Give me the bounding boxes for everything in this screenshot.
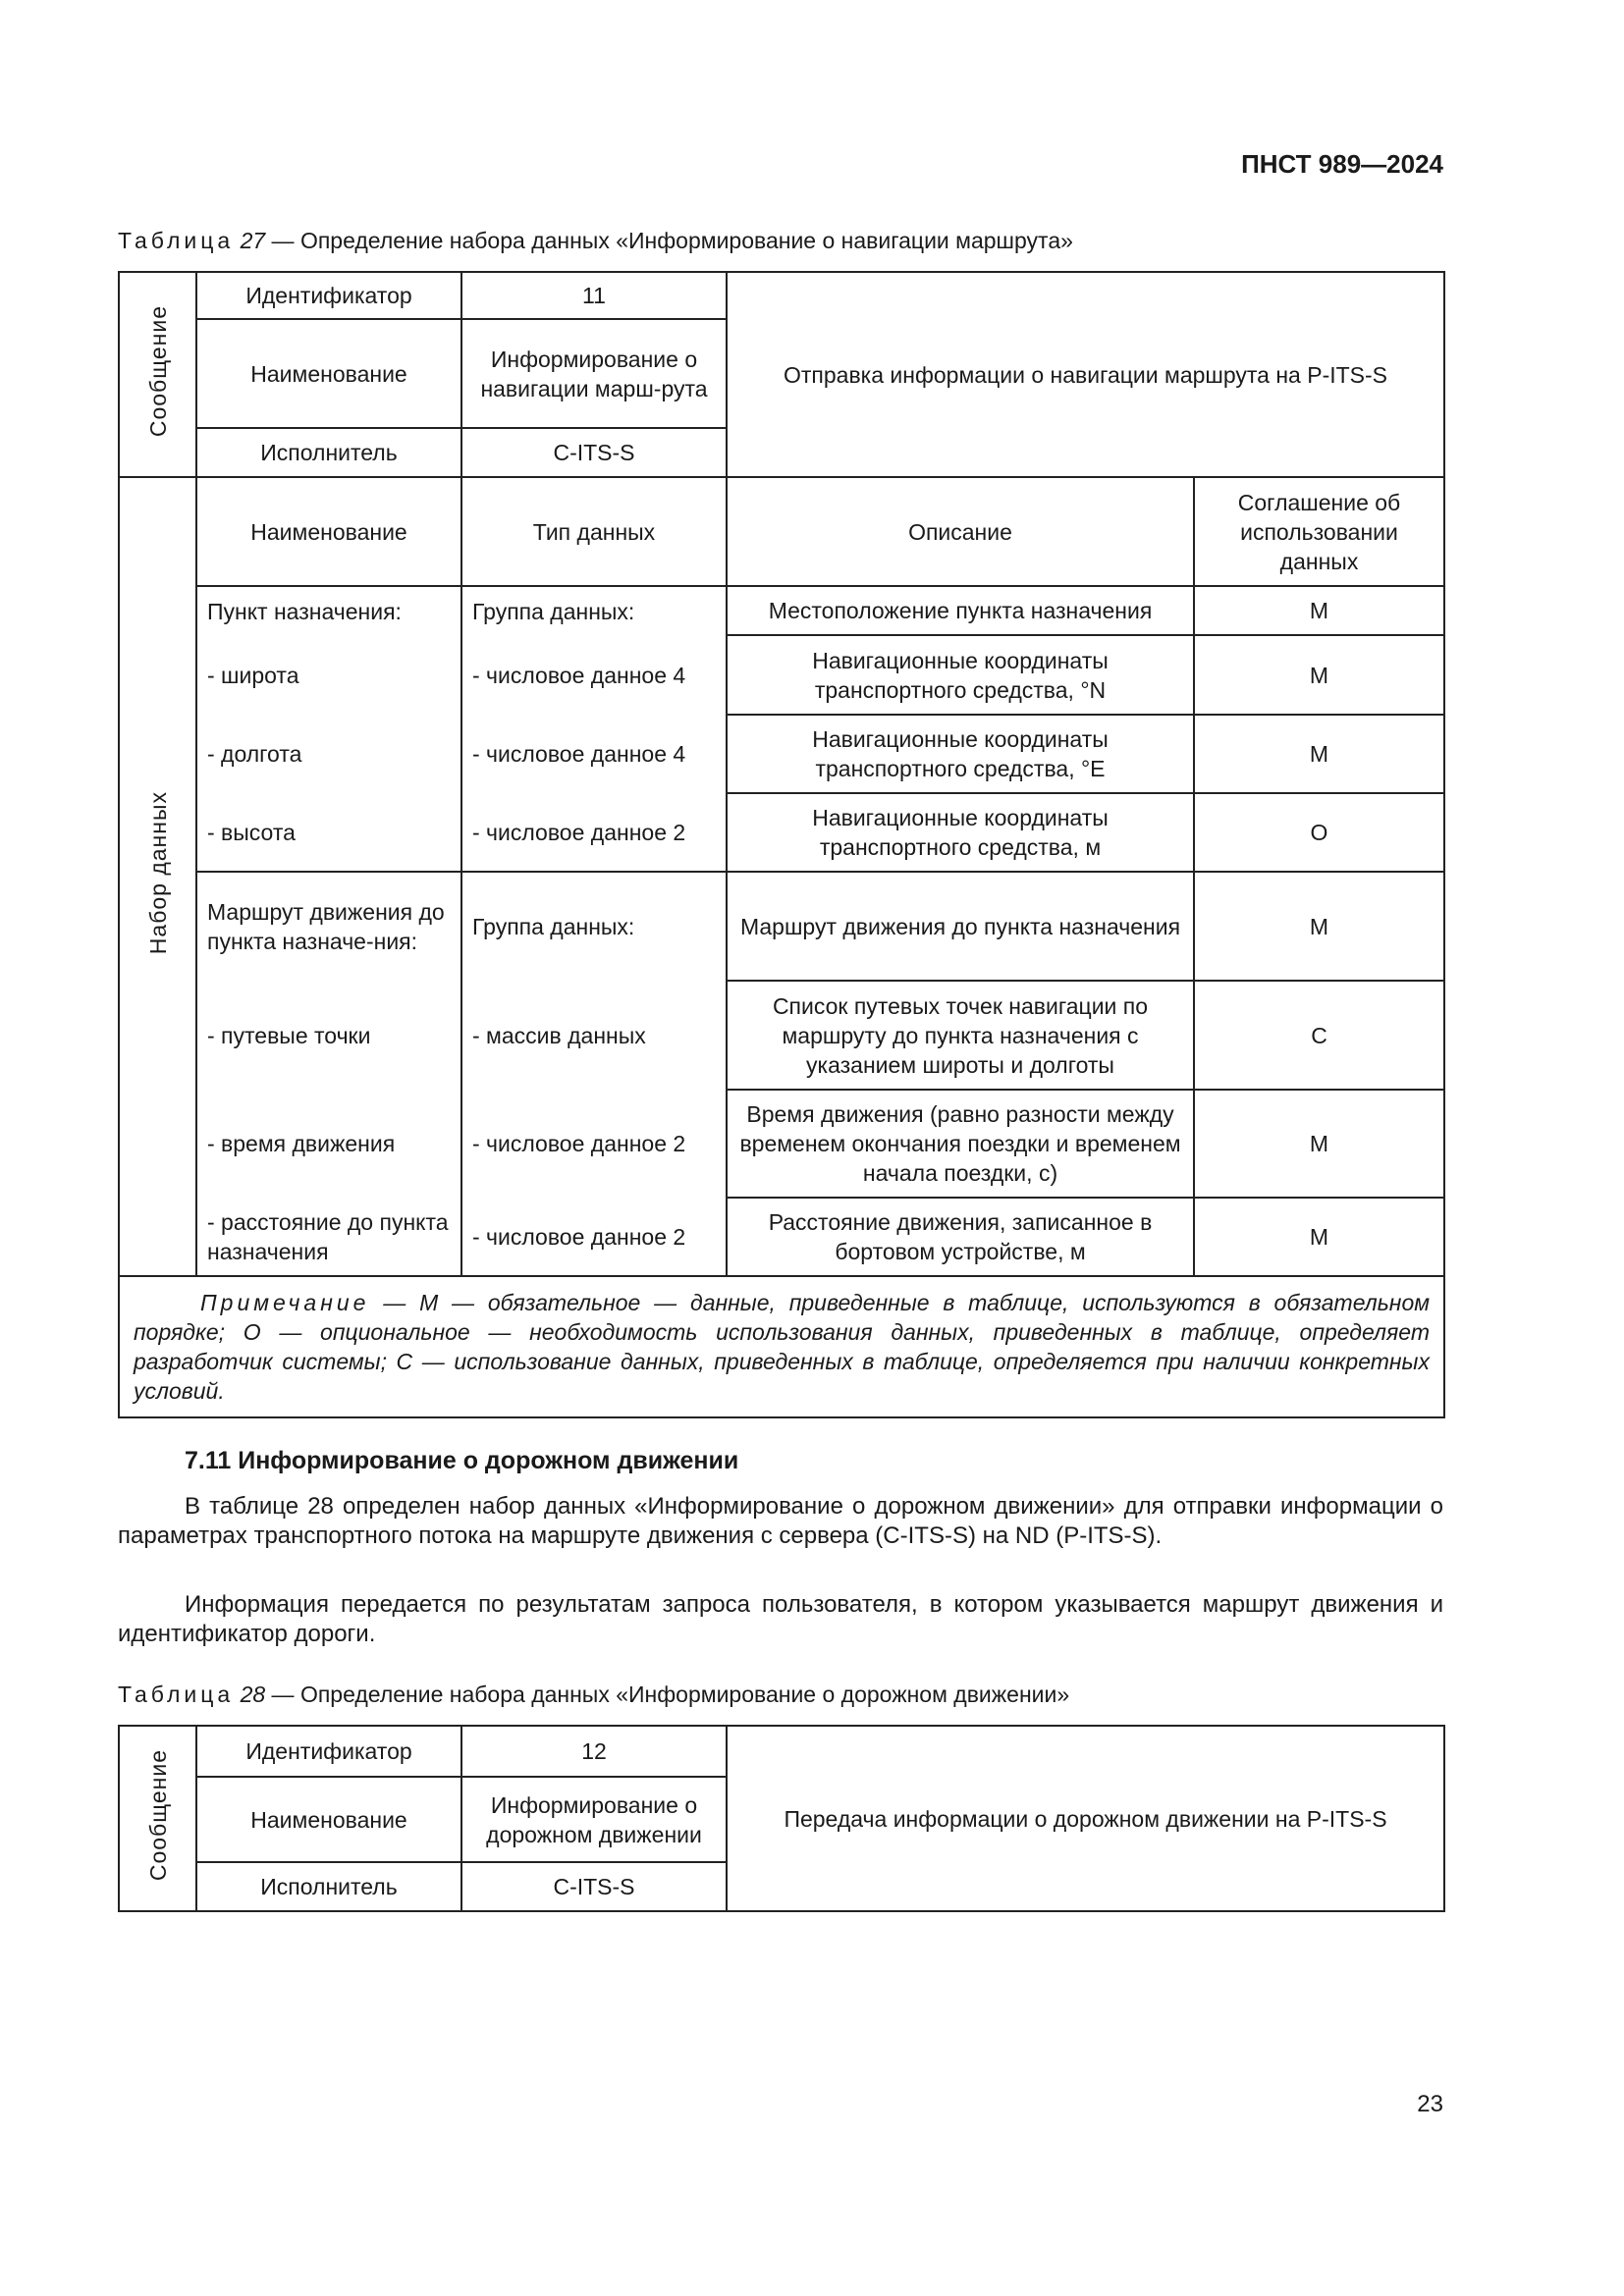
cell: - долгота — [196, 715, 461, 793]
table-row — [119, 635, 1444, 715]
table-row — [119, 793, 1444, 872]
caption-prefix: Таблица — [118, 228, 235, 253]
caption-num: 27 — [240, 228, 266, 253]
cell: Маршрут движения до пункта назначения — [727, 872, 1194, 981]
msg-description: Передача информации о дорожном движении на P-ITS-S — [727, 1726, 1444, 1911]
cell: M — [1194, 872, 1444, 981]
message-label: Сообщение — [144, 1748, 171, 1882]
cell: Группа данных: — [461, 872, 727, 981]
cell: - числовое данное 2 — [461, 793, 727, 872]
table-28 — [118, 1725, 1445, 1912]
cell: M — [1194, 635, 1444, 715]
msg-value: C-ITS-S — [461, 428, 727, 477]
cell: - путевые точки — [196, 981, 461, 1090]
cell: - массив данных — [461, 981, 727, 1090]
msg-key: Наименование — [196, 1777, 461, 1862]
cell: Список путевых точек навигации по маршруту до пункта назначения с указанием широты и долготы — [727, 981, 1194, 1090]
cell: M — [1194, 586, 1444, 635]
dataset-label-cell — [119, 477, 196, 1276]
cell: - время движения — [196, 1090, 461, 1198]
cell: - числовое данное 2 — [461, 1090, 727, 1198]
cell: O — [1194, 793, 1444, 872]
paragraph: В таблице 28 определен набор данных «Информирование о дорожном движении» для отправки информации о параметрах транспортного потока на маршруте движения с сервера (C-ITS-S) на ND (P-ITS-S). — [118, 1493, 1443, 1549]
caption-text: — Определение набора данных «Информирование о дорожном движении» — [265, 1682, 1070, 1707]
table-row — [119, 715, 1444, 793]
column-header: Описание — [727, 477, 1194, 586]
column-header: Соглашение об использовании данных — [1194, 477, 1444, 586]
msg-key: Исполнитель — [196, 428, 461, 477]
cell: - расстояние до пункта назначения — [196, 1198, 461, 1276]
table-row — [119, 872, 1444, 981]
paragraph: Информация передается по результатам запроса пользователя, в котором указывается маршрут движения и идентификатор дороги. — [118, 1591, 1443, 1647]
cell: - числовое данное 4 — [461, 715, 727, 793]
section-heading: 7.11 Информирование о дорожном движении — [185, 1447, 739, 1474]
table-27 — [118, 271, 1445, 1418]
dataset-label: Набор данных — [144, 791, 171, 955]
cell: - числовое данное 2 — [461, 1198, 727, 1276]
msg-key: Идентификатор — [196, 1726, 461, 1777]
cell: Местоположение пункта назначения — [727, 586, 1194, 635]
note-text: — M — обязательное — данные, приведенные в таблице, используются в обязательном порядке; O — опциональное — необходимость использования данных, приведенных в таблице, определяет разработчик системы; C — использование данных, приведенных в таблице, определяется при наличии конкретных условий. — [134, 1290, 1430, 1404]
msg-value: C-ITS-S — [461, 1862, 727, 1911]
note-label: Примечание — [200, 1290, 370, 1315]
table-row — [119, 586, 1444, 635]
table-note — [119, 1276, 1444, 1417]
caption-text: — Определение набора данных «Информирование о навигации маршрута» — [265, 228, 1073, 253]
cell: Расстояние движения, записанное в бортовом устройстве, м — [727, 1198, 1194, 1276]
cell: Навигационные координаты транспортного средства, м — [727, 793, 1194, 872]
table-row — [119, 981, 1444, 1090]
cell: Группа данных: — [461, 586, 727, 635]
column-header: Наименование — [196, 477, 461, 586]
cell: Маршрут движения до пункта назначе-ния: — [196, 872, 461, 981]
cell: C — [1194, 981, 1444, 1090]
cell: M — [1194, 1090, 1444, 1198]
table28-caption — [118, 1682, 1069, 1708]
msg-value: 12 — [461, 1726, 727, 1777]
table-row — [119, 1090, 1444, 1198]
cell: Пункт назначения: — [196, 586, 461, 635]
column-header: Тип данных — [461, 477, 727, 586]
caption-num: 28 — [240, 1682, 266, 1707]
msg-key: Наименование — [196, 319, 461, 428]
message-label-cell — [119, 272, 196, 477]
cell: - широта — [196, 635, 461, 715]
message-label: Сообщение — [144, 304, 171, 438]
table27-caption — [118, 228, 1073, 254]
cell: Навигационные координаты транспортного средства, °N — [727, 635, 1194, 715]
cell: M — [1194, 715, 1444, 793]
page-number: 23 — [1417, 2091, 1443, 2117]
cell: Навигационные координаты транспортного средства, °E — [727, 715, 1194, 793]
cell: - числовое данное 4 — [461, 635, 727, 715]
document-code: ПНСТ 989—2024 — [1241, 149, 1443, 179]
msg-key: Исполнитель — [196, 1862, 461, 1911]
msg-key: Идентификатор — [196, 272, 461, 319]
cell: M — [1194, 1198, 1444, 1276]
table-row — [119, 1198, 1444, 1276]
msg-description: Отправка информации о навигации маршрута на P-ITS-S — [727, 272, 1444, 477]
msg-value: Информирование о навигации марш-рута — [461, 319, 727, 428]
cell: Время движения (равно разности между временем окончания поездки и временем начала поездки, с) — [727, 1090, 1194, 1198]
message-label-cell — [119, 1726, 196, 1911]
cell: - высота — [196, 793, 461, 872]
caption-prefix: Таблица — [118, 1682, 235, 1707]
msg-value: 11 — [461, 272, 727, 319]
msg-value: Информирование о дорожном движении — [461, 1777, 727, 1862]
